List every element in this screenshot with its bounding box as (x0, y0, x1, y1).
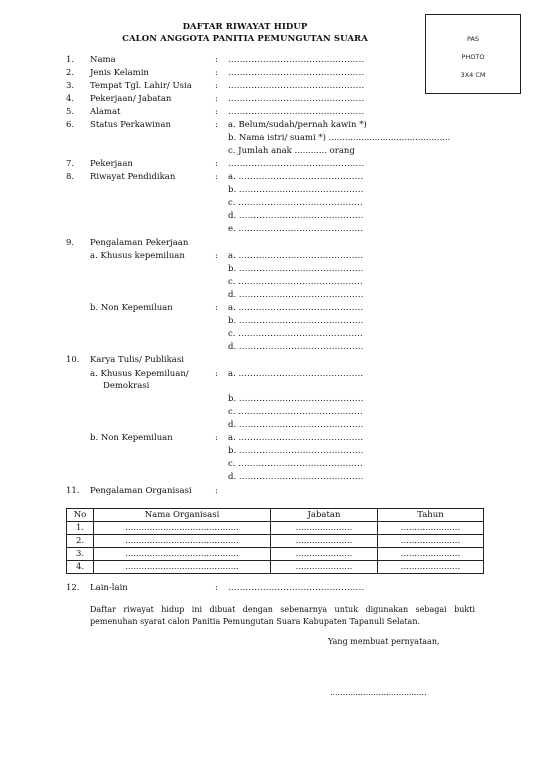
signer-label: Yang membuat pernyataan, (328, 637, 440, 646)
org-name-cell[interactable]: .......................................... (94, 561, 271, 574)
pk-non-b[interactable]: b. ........................................... (228, 316, 364, 326)
org-tahun-cell[interactable]: ...................... (378, 561, 484, 574)
kt-khusus-c[interactable]: c. ........................................... (228, 407, 363, 417)
table-row: 4. .......................................... ..................... ...................... (67, 561, 484, 574)
jenis-kelamin-input[interactable]: ............................................... (228, 68, 365, 78)
pendidikan-e[interactable]: e. ........................................... (228, 224, 364, 234)
pk-non-a[interactable]: a. ........................................... (228, 303, 364, 313)
jumlah-anak-input[interactable]: c. Jumlah anak ............ orang (228, 146, 355, 156)
kt-non-c[interactable]: c. ........................................... (228, 459, 363, 469)
statement-paragraph: Daftar riwayat hidup ini dibuat dengan sebenarnya untuk digunakan sebagai bukti pemenuhan syarat calon Panitia Pemungutan Suara Kabupaten Tapanuli Selatan. (90, 605, 475, 626)
org-tahun-cell[interactable]: ...................... (378, 522, 484, 535)
pendidikan-d[interactable]: d. ........................................... (228, 211, 364, 221)
kt-khusus-b[interactable]: b. ........................................... (228, 394, 364, 404)
lain-lain-input[interactable]: ............................................... (228, 583, 365, 593)
pendidikan-b[interactable]: b. ........................................... (228, 185, 364, 195)
col-no: No (67, 509, 94, 522)
organisasi-table (66, 508, 484, 574)
kt-khusus-a[interactable]: a. ........................................... (228, 369, 364, 379)
table-row: 1. .......................................... ..................... ...................... (67, 522, 484, 535)
nama-pasangan-input[interactable]: b. Nama istri/ suami *) ............................................. (228, 133, 451, 143)
org-tahun-cell[interactable]: ...................... (378, 548, 484, 561)
pendidikan-c[interactable]: c. ........................................... (228, 198, 363, 208)
form-page: DAFTAR RIWAYAT HIDUP CALON ANGGOTA PANITIA PEMUNGUTAN SUARA PAS PHOTO 3X4 CM 1. Nama : ............................................... 2. Jenis Kelamin : ............................................... 3. Tempat Tgl. Lahir/ Usia : ............................................... 4. Pekerjaan/ Jabatan : ............................................... 5. Alamat : ............................................... 6. Status Perkawinan : a. Belum/sudah/pernah kawin *) b. Nama istri/ suami *) ............................................. c. Jumlah anak ............ orang 7. Pekerjaan : ............................................... 8. Riwayat Pendidikan : a. ........................................... b. ........................................... c. ........................................... d. ........................................... e. ........................................... 9. Pengalaman Pekerjaan a. Khusus kepemiluan : a. ........................................... b. ........................................... c. ........................................... d. ........................................... b. Non Kepemiluan : a. ........................................... b. ........................................... c. ........................................... d. ........................................... 10. Karya Tulis/ Publikasi a. Khusus Kepemiluan/ : a. ........................................... Demokrasi b. ........................................... c. ........................................... d. ........................................... b. Non Kepemiluan : a. ........................................... b. ........................................... c. ........................................... d. ........................................... 11. Pengalaman Organisasi : No Nama Organisasi Jabatan Tahun 1. .......................................... ..................... ...................... 2. .......................................... ..................... ...................... 3. .......................................... ..................... ...................... 4. .......................................... ..................... ...................... 12. Lain-lain : ............................................... Daftar riwayat hidup ini dibuat dengan sebenarnya untuk digunakan sebagai bukti pemenuhan syarat calon Panitia Pemungutan Suara Kabupaten Tapanuli Selatan. Yang membuat pernyataan, ...................................... (0, 0, 550, 777)
pk-khusus-b[interactable]: b. ........................................... (228, 264, 364, 274)
pk-khusus-d[interactable]: d. ........................................... (228, 290, 364, 300)
pk-khusus-c[interactable]: c. ........................................... (228, 277, 363, 287)
org-jabatan-cell[interactable]: ..................... (271, 548, 378, 561)
org-jabatan-cell[interactable]: ..................... (271, 535, 378, 548)
table-row: 2. .......................................... ..................... ...................... (67, 535, 484, 548)
nama-input[interactable]: ............................................... (228, 55, 365, 65)
status-perkawinan-option[interactable]: a. Belum/sudah/pernah kawin *) (228, 120, 367, 130)
signature-line[interactable]: ...................................... (330, 688, 427, 697)
pekerjaan-jabatan-input[interactable]: ............................................... (228, 94, 365, 104)
org-name-cell[interactable]: .......................................... (94, 522, 271, 535)
col-tahun: Tahun (378, 509, 484, 522)
pk-non-c[interactable]: c. ........................................... (228, 329, 363, 339)
kt-non-d[interactable]: d. ........................................... (228, 472, 364, 482)
org-tahun-cell[interactable]: ...................... (378, 535, 484, 548)
title-line-1: DAFTAR RIWAYAT HIDUP (182, 22, 308, 32)
col-jabatan: Jabatan (271, 509, 378, 522)
org-name-cell[interactable]: .......................................... (94, 535, 271, 548)
pendidikan-a[interactable]: a. ........................................... (228, 172, 364, 182)
photo-label-1: PAS (466, 35, 480, 43)
alamat-input[interactable]: ............................................... (228, 107, 365, 117)
table-header-row (67, 509, 484, 522)
photo-label-2: PHOTO (461, 53, 485, 61)
pk-khusus-a[interactable]: a. ........................................... (228, 251, 364, 261)
kt-non-a[interactable]: a. ........................................... (228, 433, 364, 443)
pekerjaan-input[interactable]: ............................................... (228, 159, 365, 169)
photo-box (425, 14, 521, 94)
org-jabatan-cell[interactable]: ..................... (271, 561, 378, 574)
photo-label-3: 3X4 CM (460, 71, 486, 79)
kt-non-b[interactable]: b. ........................................... (228, 446, 364, 456)
title-line-2: CALON ANGGOTA PANITIA PEMUNGUTAN SUARA (122, 34, 368, 44)
col-nama-organisasi: Nama Organisasi (94, 509, 271, 522)
kt-khusus-d[interactable]: d. ........................................... (228, 420, 364, 430)
tempat-lahir-input[interactable]: ............................................... (228, 81, 365, 91)
org-name-cell[interactable]: .......................................... (94, 548, 271, 561)
org-jabatan-cell[interactable]: ..................... (271, 522, 378, 535)
pk-non-d[interactable]: d. ........................................... (228, 342, 364, 352)
table-row: 3. .......................................... ..................... ...................... (67, 548, 484, 561)
